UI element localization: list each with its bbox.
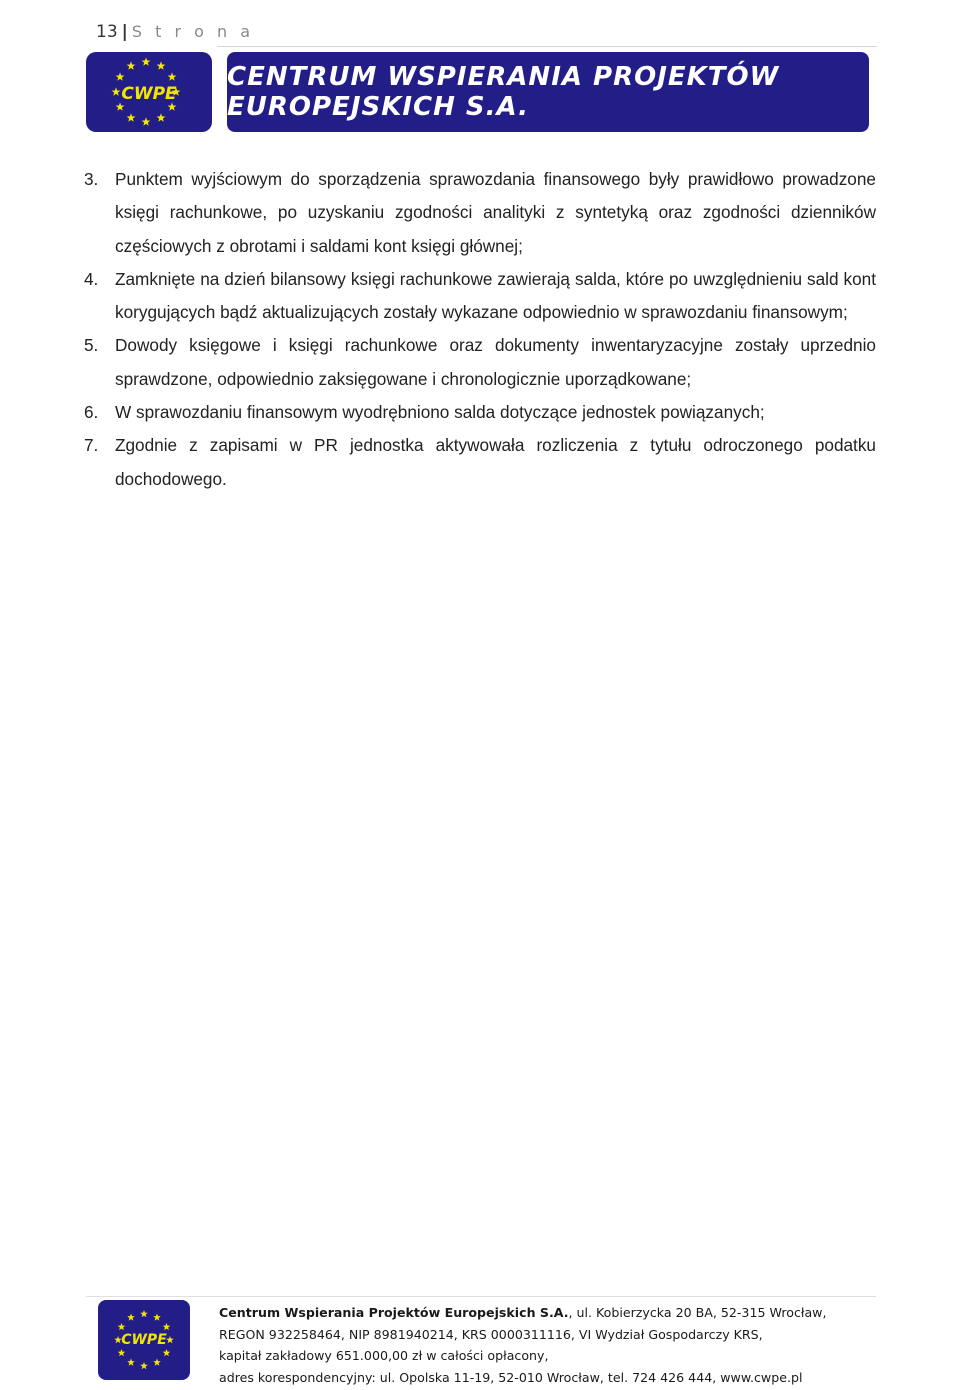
star-icon bbox=[140, 1362, 148, 1369]
item-text: Zamknięte na dzień bilansowy księgi rachunkowe zawierają salda, które po uwzględnieniu sald kont korygujących bądź aktualizujących zostały wykazane odpowiednio w sprawozdaniu finansowym; bbox=[115, 268, 876, 323]
star-icon bbox=[157, 61, 166, 69]
footer-logo-text: CWPE bbox=[121, 1332, 167, 1348]
star-icon bbox=[127, 61, 136, 69]
star-icon bbox=[166, 1336, 174, 1343]
star-icon bbox=[127, 1313, 135, 1320]
banner-title: CENTRUM WSPIERANIA PROJEKTÓW EUROPEJSKICH S.A. bbox=[227, 62, 780, 122]
footer-line-2: REGON 932258464, NIP 8981940214, KRS 0000311116, VI Wydział Gospodarczy KRS, bbox=[219, 1326, 763, 1342]
star-icon bbox=[163, 1323, 171, 1330]
page-word: S t r o n a bbox=[131, 22, 255, 41]
company-banner bbox=[227, 52, 869, 132]
page-number-header bbox=[96, 22, 254, 42]
star-icon bbox=[116, 72, 125, 80]
footer-logo-graphic bbox=[98, 1300, 190, 1380]
star-icon bbox=[168, 72, 177, 80]
footer-cwpe-logo bbox=[98, 1300, 190, 1380]
star-icon bbox=[127, 113, 136, 121]
star-icon bbox=[142, 117, 151, 125]
footer-line-1 bbox=[219, 1302, 827, 1324]
document-body bbox=[84, 163, 876, 496]
list-item bbox=[84, 429, 876, 496]
footer-line-1-rest: , ul. Kobierzycka 20 BA, 52-315 Wrocław, bbox=[568, 1305, 827, 1320]
item-text: Zgodnie z zapisami w PR jednostka aktywowała rozliczenia z tytułu odroczonego podatku dochodowego. bbox=[115, 435, 876, 489]
item-text: Dowody księgowe i księgi rachunkowe oraz dokumenty inwentaryzacyjne zostały uprzednio sprawdzone, odpowiednio zaksięgowane i chronologicznie uporządkowane; bbox=[115, 335, 876, 389]
logo-text: CWPE bbox=[121, 84, 177, 104]
list-item bbox=[84, 263, 876, 330]
star-icon bbox=[153, 1359, 161, 1366]
star-icon bbox=[153, 1313, 161, 1320]
item-number: 5. bbox=[84, 335, 99, 356]
page-number: 13 bbox=[96, 22, 118, 42]
cwpe-logo-graphic bbox=[86, 52, 212, 132]
star-icon bbox=[140, 1310, 148, 1317]
star-icon bbox=[163, 1349, 171, 1356]
footer-address bbox=[219, 1302, 827, 1388]
cwpe-logo bbox=[86, 52, 212, 132]
footer-line-4: adres korespondencyjny: ul. Opolska 11-19, 52-010 Wrocław, tel. 724 426 444, www.cwpe.pl bbox=[219, 1369, 803, 1385]
item-text: W sprawozdaniu finansowym wyodrębniono salda dotyczące jednostek powiązanych; bbox=[115, 402, 765, 423]
footer-rule bbox=[86, 1296, 876, 1297]
item-text: Punktem wyjściowym do sporządzenia sprawozdania finansowego były prawidłowo prowadzone księgi rachunkowe, po uzyskaniu zgodności analityki z syntetyką oraz zgodności dzienników częściowych z obrotami i saldami kont księgi głównej; bbox=[115, 169, 876, 256]
star-icon bbox=[127, 1359, 135, 1366]
item-number: 4. bbox=[84, 268, 99, 289]
header-rule bbox=[217, 46, 877, 47]
star-icon bbox=[112, 87, 121, 95]
star-icon bbox=[118, 1349, 126, 1356]
page-separator: | bbox=[121, 22, 128, 42]
list-item bbox=[84, 329, 876, 396]
footer-line-3: kapitał zakładowy 651.000,00 zł w całości opłacony, bbox=[219, 1348, 549, 1363]
list-item bbox=[84, 163, 876, 263]
footer-company: Centrum Wspierania Projektów Europejskich S.A. bbox=[219, 1305, 569, 1320]
star-icon bbox=[118, 1323, 126, 1330]
star-icon bbox=[142, 57, 151, 65]
item-number: 3. bbox=[84, 169, 99, 189]
item-number: 7. bbox=[84, 435, 99, 456]
star-icon bbox=[157, 113, 166, 121]
item-number: 6. bbox=[84, 402, 99, 423]
list-item bbox=[84, 396, 876, 429]
